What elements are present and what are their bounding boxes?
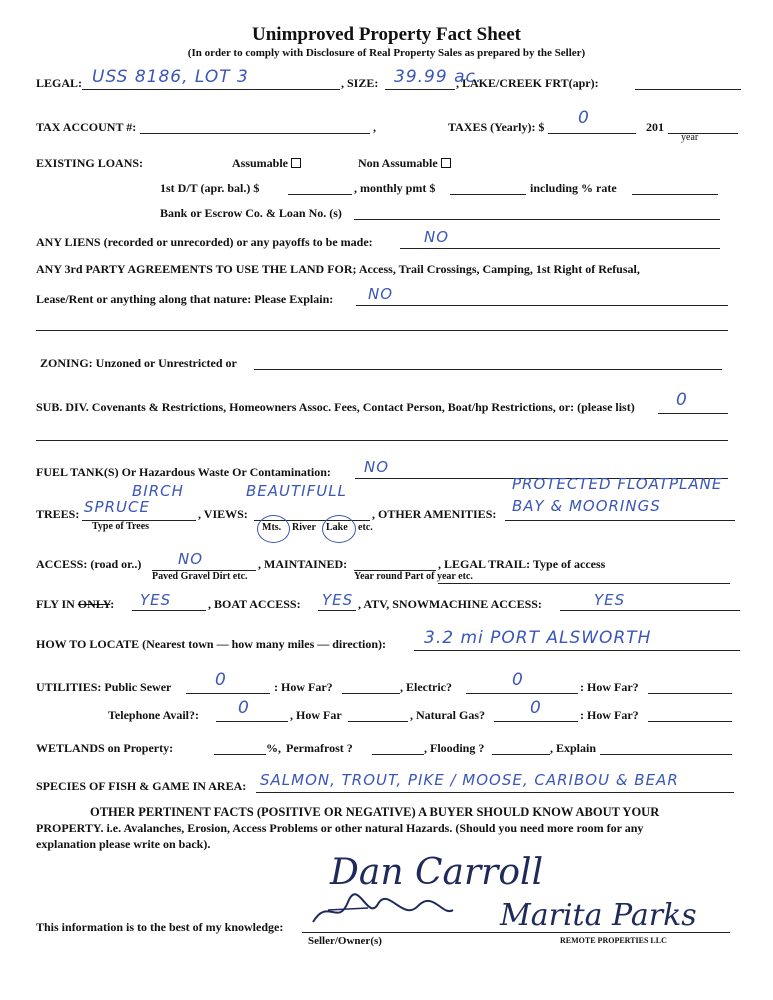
how-far-1: : How Far?: [274, 680, 333, 694]
tax-account-label: TAX ACCOUNT #:: [36, 120, 137, 134]
form-title: Unimproved Property Fact Sheet: [252, 24, 521, 45]
locate-label: HOW TO LOCATE (Nearest town — how many miles — direction):: [36, 637, 387, 651]
natural-gas-label: , Natural Gas?: [410, 708, 485, 722]
view-mts: Mts.: [262, 522, 282, 533]
how-far-2-line: [648, 693, 732, 694]
locate-value[interactable]: 3.2 mi PORT ALSWORTH: [424, 628, 652, 648]
sewer-line: [186, 693, 270, 694]
species-value[interactable]: SALMON, TROUT, PIKE / MOOSE, CARIBOU & BEAR: [260, 771, 679, 789]
boat-value[interactable]: YES: [322, 591, 354, 609]
how-far-2: : How Far?: [580, 680, 639, 694]
lease-line: [356, 305, 728, 306]
year-prefix: 201: [646, 120, 664, 134]
pertinent-line-3: explanation please write on back).: [36, 837, 211, 851]
signature-2: Marita Parks: [500, 898, 697, 933]
pertinent-line-2: PROPERTY. i.e. Avalanches, Erosion, Access Problems or other natural Hazards. (Should you need more room for any: [36, 821, 644, 835]
size-line: [385, 89, 455, 90]
boat-line: [318, 610, 356, 611]
assumable-checkbox[interactable]: [291, 158, 301, 168]
subdiv-line: [658, 413, 728, 414]
lake-label: , LAKE/CREEK FRT(apr):: [456, 76, 599, 90]
telephone-line: [216, 721, 288, 722]
lease-value[interactable]: NO: [368, 285, 394, 303]
access-label: ACCESS: (road or..): [36, 557, 142, 571]
knowledge-label: This information is to the best of my knowledge:: [36, 920, 284, 934]
utilities-label: UTILITIES: Public Sewer: [36, 680, 172, 694]
including-label: including % rate: [530, 181, 617, 195]
year-round-caption: Year round Part of year etc.: [354, 571, 473, 582]
taxes-value[interactable]: 0: [578, 108, 590, 128]
flooding-label: , Flooding ?: [424, 741, 485, 755]
non-assumable-checkbox[interactable]: [441, 158, 451, 168]
taxes-label: TAXES (Yearly): $: [448, 120, 545, 134]
fly-in-value[interactable]: YES: [140, 591, 172, 609]
electric-value[interactable]: 0: [512, 670, 524, 690]
subdiv-value[interactable]: 0: [676, 390, 688, 410]
legal-trail-label: , LEGAL TRAIL: Type of access: [438, 557, 606, 571]
trees-extra-value[interactable]: BIRCH: [132, 482, 184, 500]
how-far-1-line: [342, 693, 400, 694]
access-value[interactable]: NO: [178, 550, 204, 568]
electric-label: , Electric?: [400, 680, 452, 694]
tax-account-comma: ,: [373, 120, 376, 134]
signature-line: [302, 932, 730, 933]
wetlands-line: [214, 754, 266, 755]
dt-line: [288, 194, 352, 195]
fuel-value[interactable]: NO: [364, 458, 390, 476]
electric-line: [466, 693, 578, 694]
view-etc: etc.: [358, 522, 373, 533]
how-far-3: , How Far: [290, 708, 342, 722]
signature-1: Dan Carroll: [330, 852, 544, 893]
legal-label: LEGAL:: [36, 76, 83, 90]
paved-caption: Paved Gravel Dirt etc.: [152, 571, 248, 582]
natural-gas-value[interactable]: 0: [530, 698, 542, 718]
monthly-line: [450, 194, 526, 195]
only-text: ONLY: [77, 597, 111, 611]
amenities-value-2[interactable]: BAY & MOORINGS: [512, 497, 661, 515]
how-far-4: : How Far?: [580, 708, 639, 722]
lease-line-2: [36, 330, 728, 331]
company-caption: REMOTE PROPERTIES LLC: [560, 936, 667, 945]
subdiv-label: SUB. DIV. Covenants & Restrictions, Homeowners Assoc. Fees, Contact Person, Boat/hp Restrictions, or: (please list): [36, 400, 635, 414]
year-caption: year: [681, 132, 699, 143]
natural-gas-line: [494, 721, 578, 722]
species-line: [256, 792, 734, 793]
bank-line: [354, 219, 720, 220]
lake-line: [635, 89, 741, 90]
pertinent-line-1: OTHER PERTINENT FACTS (POSITIVE OR NEGATIVE) A BUYER SHOULD KNOW ABOUT YOUR: [90, 805, 660, 819]
lake-circle: [322, 515, 356, 543]
how-far-4-line: [648, 721, 732, 722]
permafrost-line: [372, 754, 424, 755]
maintained-label: , MAINTAINED:: [258, 557, 348, 571]
type-of-trees-caption: Type of Trees: [92, 521, 150, 532]
telephone-value[interactable]: 0: [238, 698, 250, 718]
fly-in-text: FLY IN: [36, 597, 75, 611]
including-line: [632, 194, 718, 195]
tax-account-line: [140, 133, 370, 134]
amenities-line: [505, 520, 735, 521]
fly-in-label: [36, 597, 114, 612]
views-value[interactable]: BEAUTIFULL: [246, 482, 347, 500]
legal-value[interactable]: USS 8186, LOT 3: [92, 67, 249, 87]
size-label: , SIZE:: [341, 76, 379, 90]
amenities-value-1[interactable]: PROTECTED FLOATPLANE: [512, 475, 723, 493]
amenities-label: , OTHER AMENITIES:: [372, 507, 497, 521]
atv-line: [560, 610, 740, 611]
assumable-label: Assumable: [232, 156, 289, 170]
initials-signature: [308, 892, 458, 932]
legal-line: [82, 89, 340, 90]
telephone-label: Telephone Avail?:: [108, 708, 200, 722]
zoning-label: ZONING: Unzoned or Unrestricted or: [40, 356, 237, 370]
seller-owner-caption: Seller/Owner(s): [308, 935, 382, 947]
boat-label: , BOAT ACCESS:: [208, 597, 301, 611]
third-party-label: ANY 3rd PARTY AGREEMENTS TO USE THE LAND FOR; Access, Trail Crossings, Camping, 1st Right of Refusal,: [36, 262, 640, 276]
liens-value[interactable]: NO: [424, 228, 450, 246]
percent-label: %,: [266, 741, 281, 755]
species-label: SPECIES OF FISH & GAME IN AREA:: [36, 779, 247, 793]
year-line: [668, 133, 738, 134]
wetlands-label: WETLANDS on Property:: [36, 741, 174, 755]
flooding-line: [492, 754, 550, 755]
monthly-label: , monthly pmt $: [354, 181, 436, 195]
views-label: , VIEWS:: [198, 507, 248, 521]
form-subtitle: (In order to comply with Disclosure of Real Property Sales as prepared by the Seller): [187, 47, 586, 59]
explain-label: , Explain: [550, 741, 597, 755]
view-river: River: [292, 522, 316, 533]
zoning-line: [254, 369, 722, 370]
bank-label: Bank or Escrow Co. & Loan No. (s): [160, 206, 342, 220]
dt-label: 1st D/T (apr. bal.) $: [160, 181, 260, 195]
fly-in-colon: :: [110, 597, 115, 611]
view-lake: Lake: [326, 522, 348, 533]
trees-value[interactable]: SPRUCE: [84, 498, 150, 516]
legal-trail-line: [438, 583, 730, 584]
fly-in-line: [132, 610, 206, 611]
non-assumable-label: Non Assumable: [358, 156, 438, 170]
liens-line: [400, 248, 720, 249]
permafrost-label: Permafrost ?: [286, 741, 353, 755]
atv-label: , ATV, SNOWMACHINE ACCESS:: [358, 597, 542, 611]
fuel-label: FUEL TANK(S) Or Hazardous Waste Or Contamination:: [36, 465, 331, 479]
trees-label: TREES:: [36, 507, 80, 521]
existing-loans-label: EXISTING LOANS:: [36, 156, 144, 170]
liens-label: ANY LIENS (recorded or unrecorded) or any payoffs to be made:: [36, 235, 373, 249]
size-value[interactable]: 39.99 ac.: [394, 67, 483, 87]
assumable-option[interactable]: [232, 156, 301, 171]
locate-line: [414, 650, 740, 651]
how-far-3-line: [348, 721, 408, 722]
non-assumable-option[interactable]: [358, 156, 451, 171]
atv-value[interactable]: YES: [594, 591, 626, 609]
taxes-line: [548, 133, 636, 134]
explain-line: [600, 754, 732, 755]
subdiv-line-2: [36, 440, 728, 441]
lease-label: Lease/Rent or anything along that nature: Please Explain:: [36, 292, 334, 306]
sewer-value[interactable]: 0: [215, 670, 227, 690]
mts-circle: [257, 515, 290, 543]
